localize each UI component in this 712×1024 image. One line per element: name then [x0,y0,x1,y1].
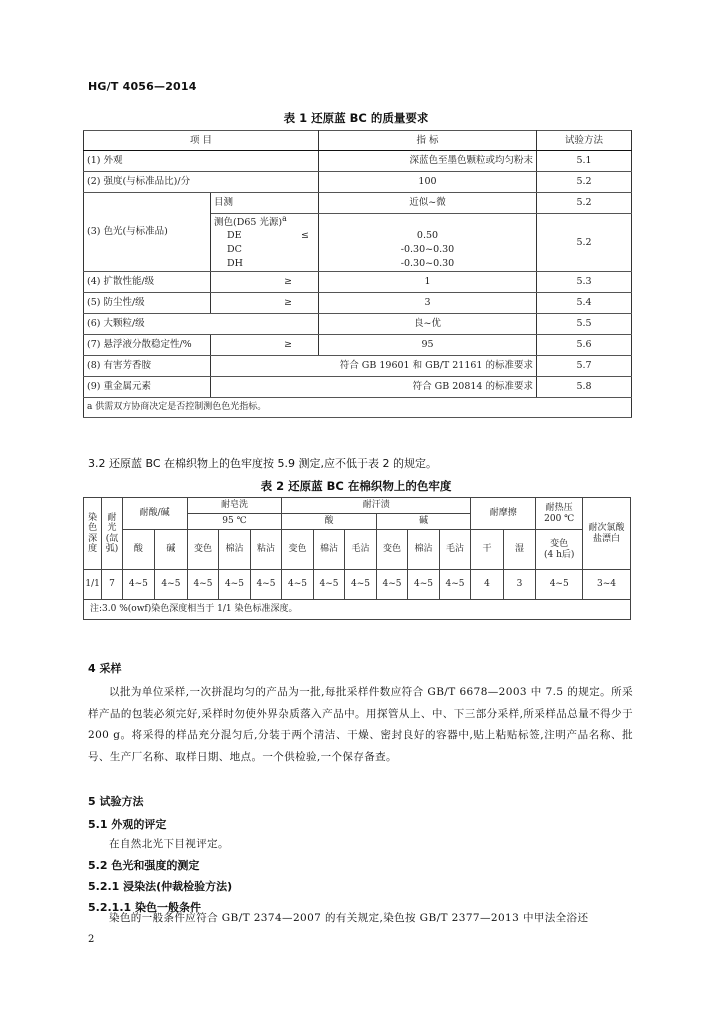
table-row: (8) 有害芳香胺 符合 GB 19601 和 GB/T 21161 的标准要求 5.7 [84,355,632,376]
table-row: (4) 扩散性能/级 ≥ 1 5.3 [84,271,632,292]
table-row: DE ≤ 0.50 [84,229,632,243]
header-item: 项 目 [84,131,319,151]
section-5-2-1-title: 5.2.1 浸染法(仲裁检验方法) [88,880,233,893]
header-heat: 耐热压 200 ℃ [536,498,583,530]
section-5-2-title: 5.2 色光和强度的测定 [88,859,200,872]
table-row: (6) 大颗粒/级 良~优 5.5 [84,313,632,334]
header-index: 指 标 [319,131,537,151]
table-row: (1) 外观 深蓝色至墨色颗粒或均匀粉末 5.1 [84,151,632,172]
table1-caption: 表 1 还原蓝 BC 的质量要求 [283,111,429,125]
table-row: 1/1 7 4~5 4~5 4~5 4~5 4~5 4~5 4~5 4~5 4~5 4~5 4~5 4 3 4~5 3~4 [84,570,631,600]
header-light: 耐光(氙弧) [102,498,122,570]
section-4-title: 4 采样 [88,662,122,675]
header-washing: 耐皂洗 [187,498,282,514]
section-5-1-body: 在自然北光下目视评定。 [109,838,229,850]
cielab-title: 测色(D65 光源)$^a$ [211,214,319,229]
table-row: DH -0.30~0.30 [84,257,632,272]
table-row: DC -0.30~0.30 [84,243,632,257]
section-5-2-1-1-title: 5.2.1.1 染色一般条件 [88,901,201,914]
header-acid-alkali-cross: 耐酸/碱 [122,498,187,530]
table2-header-row-1 [84,498,631,514]
section-5-title: 5 试验方法 [88,795,144,808]
standard-code: HG/T 4056—2014 [88,80,197,93]
section-5-2-1-1-body: 染色的一般条件应符合 GB/T 2374—2007 的有关规定,染色按 GB/T 2377—2013 中甲法全浴还 [109,912,589,924]
header-method: 试验方法 [537,131,632,151]
table2-caption: 表 2 还原蓝 BC 在棉织物上的色牢度 [260,479,452,493]
table2-header-row-3: 酸 碱 变色 棉沾 粘沾 变色 棉沾 毛沾 变色 棉沾 毛沾 干 湿 变色 (4 h后) [84,530,631,570]
header-chlorine: 耐次氯酸盐漂白 [583,498,631,570]
quality-requirements-table [83,130,632,418]
header-sweat: 耐汗渍 [282,498,471,514]
color-fastness-table [83,497,631,620]
table-row: 测色(D65 光源)$^a$ 5.2 [84,214,632,229]
table-row: (9) 重金属元素 符合 GB 20814 的标准要求 5.8 [84,376,632,397]
table-row: (3) 色光(与标准品) 目测 近似~微 5.2 [84,193,632,214]
header-depth: 染色深度 [84,498,102,570]
table-row: (2) 强度(与标准品比)/分 100 5.2 [84,172,632,193]
table-row: (5) 防尘性/级 ≥ 3 5.4 [84,292,632,313]
table2-header-row-2: 95 ℃ 酸 碱 [84,514,631,530]
header-rub: 耐摩擦 [471,498,536,530]
section-5-1-title: 5.1 外观的评定 [88,818,167,831]
table-row: (7) 悬浮液分散稳定性/% ≥ 95 5.6 [84,334,632,355]
table2-footnote: 注:3.0 %(owf)染色深度相当于 1/1 染色标准深度。 [84,600,631,620]
page-number: 2 [88,934,95,945]
section-4-body: 以批为单位采样,一次拼混均匀的产品为一批,每批采样件数应符合 GB/T 6678—2003 中 7.5 的规定。所采样产品的包装必须完好,采样时勿使外界杂质落入产品中。用探管从上、中、下三部分采样,所采样品总量不得少于 200 g。将采得的样品充分混匀后,分装于两个清洁、干燥、密封良好的容器中,贴上粘贴标签,注明产品名称、批号、生产厂名称、取样日期、地点。一个供检验,一个保存备查。 [88,686,633,763]
table1-footnote: a 供需双方协商决定是否控制测色色光指标。 [84,397,632,417]
table1-header-row [84,131,632,151]
section-3-2: 3.2 还原蓝 BC 在棉织物上的色牢度按 5.9 测定,应不低于表 2 的规定。 [88,457,437,470]
